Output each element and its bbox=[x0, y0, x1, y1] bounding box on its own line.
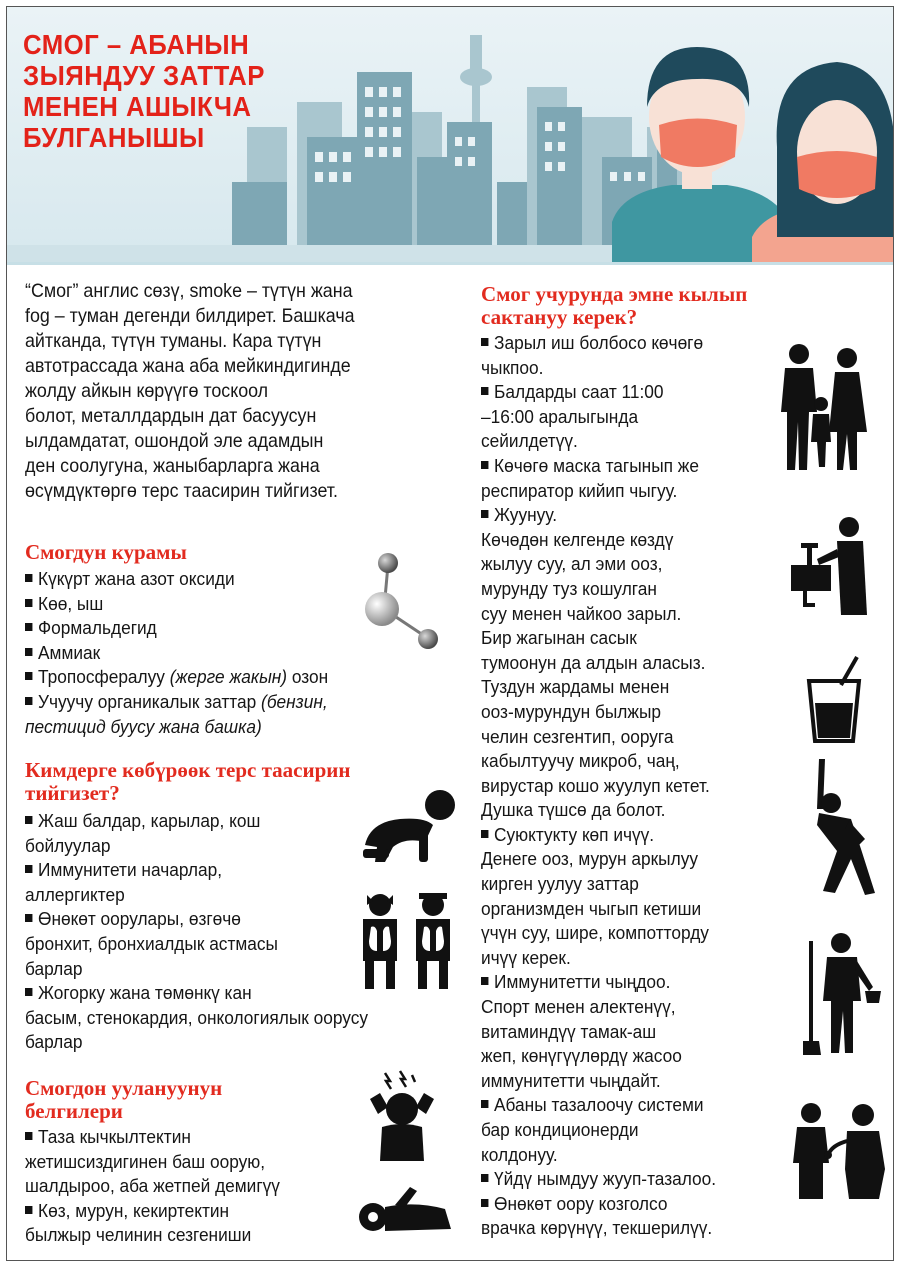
list-item: Жогорку жана төмөнкү кан басым, стенокардия, онкологиялык оорусу барлар bbox=[25, 982, 369, 1053]
list-item: Тропосфералуу (жерге жакын) озон bbox=[25, 665, 425, 690]
family-walking-icon bbox=[771, 342, 871, 472]
protection-list bbox=[481, 331, 791, 1241]
list-item: Көз, мурун, кекиртектин былжыр челинин сезгениши bbox=[25, 1199, 252, 1246]
cleaning-icon bbox=[803, 931, 883, 1056]
glass-of-water-icon bbox=[805, 655, 863, 745]
list-item: Абаны тазалоочу системи бар кондиционерди колдонуу. bbox=[481, 1094, 704, 1165]
poster bbox=[6, 6, 894, 1261]
list-item: Өнөкөт оорулары, өзгөчө бронхит, бронхиалдык астмасы барлар bbox=[25, 908, 278, 979]
list-item: Зарыл иш болбосо көчөгө чыкпоо. bbox=[481, 332, 704, 378]
symptoms-heading: Смогдон уулануунун белгилери bbox=[25, 1076, 223, 1123]
protection-heading: Смог учурунда эмне кылып сактануу керек? bbox=[481, 282, 748, 329]
list-item: Иммунитетти чыңдоо. Спорт менен алектенүү, витаминдүү тамак-аш жеп, көнүгүүлөрдү жасоо иммунитетти чыңдайт. bbox=[481, 971, 682, 1091]
composition-heading: Смогдун курамы bbox=[25, 540, 187, 564]
list-item: Учуучу органикалык заттар (бензин, bbox=[25, 690, 425, 715]
list-item: Формальдегид bbox=[25, 616, 425, 641]
header-banner bbox=[7, 7, 894, 265]
list-item: Үйдү нымдуу жууп-тазалоо. bbox=[481, 1167, 769, 1192]
list-item: Аммиак bbox=[25, 641, 425, 666]
headache-icon bbox=[360, 1069, 445, 1164]
children-lungs-icon bbox=[355, 891, 460, 991]
washing-hands-icon bbox=[789, 515, 879, 620]
list-item: Жуунуу. Көчөдөн келгенде көздү жылуу суу, ал эми ооз, мурунду туз кошулган суу менен чайкоо зарыл. Бир жагынан сасык тумоонун да алдын аласыз. Туздун жардамы менен ооз-мурундун былжыр челин сезгентип, ооруга кабылтуучу микроб, чаң, вирустар кошо жуулуп кетет. Душка түшсө да болот. bbox=[481, 504, 710, 821]
exercise-icon bbox=[789, 759, 884, 899]
list-item: Көчөгө маска тагынып же респиратор кийип чыгуу. bbox=[481, 454, 699, 501]
lying-person-icon bbox=[355, 1179, 455, 1239]
affected-heading: Кимдерге көбүрөөк терс таасирин тийгизет? bbox=[25, 758, 351, 805]
crawling-baby-icon bbox=[355, 787, 465, 867]
list-item: Өнөкөт оору козголсо врачка көрүнүү, текшерилүү. bbox=[481, 1192, 713, 1239]
list-item: Таза кычкылтектин жетишсиздигинен баш оорую, шалдыроо, аба жетпей демигүү bbox=[25, 1126, 280, 1197]
doctor-patient-icon bbox=[789, 1101, 887, 1201]
list-item: Күкүрт жана азот оксиди bbox=[25, 567, 425, 592]
list-item: Иммунитети начарлар, аллергиктер bbox=[25, 859, 223, 905]
intro-paragraph: “Смог” англис сөзү, smoke – түтүн жана fog – туман дегенди билдирет. Башкача айтканда, түтүн туманы. Кара түтүн автотрассада жана аба мейкиндигинде жолду айкын көрүүгө тоскоол болот, металлдардын дат басуусун ылдамдатат, ошондой эле адамдын ден соолугуна, жаныбарларга жана өсүмдүктөргө терс таасирин тийгизет. bbox=[25, 281, 355, 502]
list-item: Суюктукту көп ичүү. Денеге ооз, мурун аркылуу кирген уулуу заттар организмден чыгып кетиши үчүн суу, шире, компотторду ичүү керек. bbox=[481, 823, 709, 968]
molecule-icon bbox=[360, 547, 450, 657]
masked-woman-icon bbox=[752, 62, 894, 265]
main-title: СМОГ – АБАНЫН ЗЫЯНДУУ ЗАТТАР МЕНЕН АШЫКЧА БУЛГАНЫШЫ bbox=[23, 29, 265, 153]
list-item: Жаш балдар, карылар, кош бойлуулар bbox=[25, 810, 261, 856]
list-item: Балдарды саат 11:00 –16:00 аралыгында сейилдетүү. bbox=[481, 381, 664, 452]
list-item: Көө, ыш bbox=[25, 592, 425, 617]
list-item-continued: пестицид буусу жана башка) bbox=[25, 715, 262, 737]
